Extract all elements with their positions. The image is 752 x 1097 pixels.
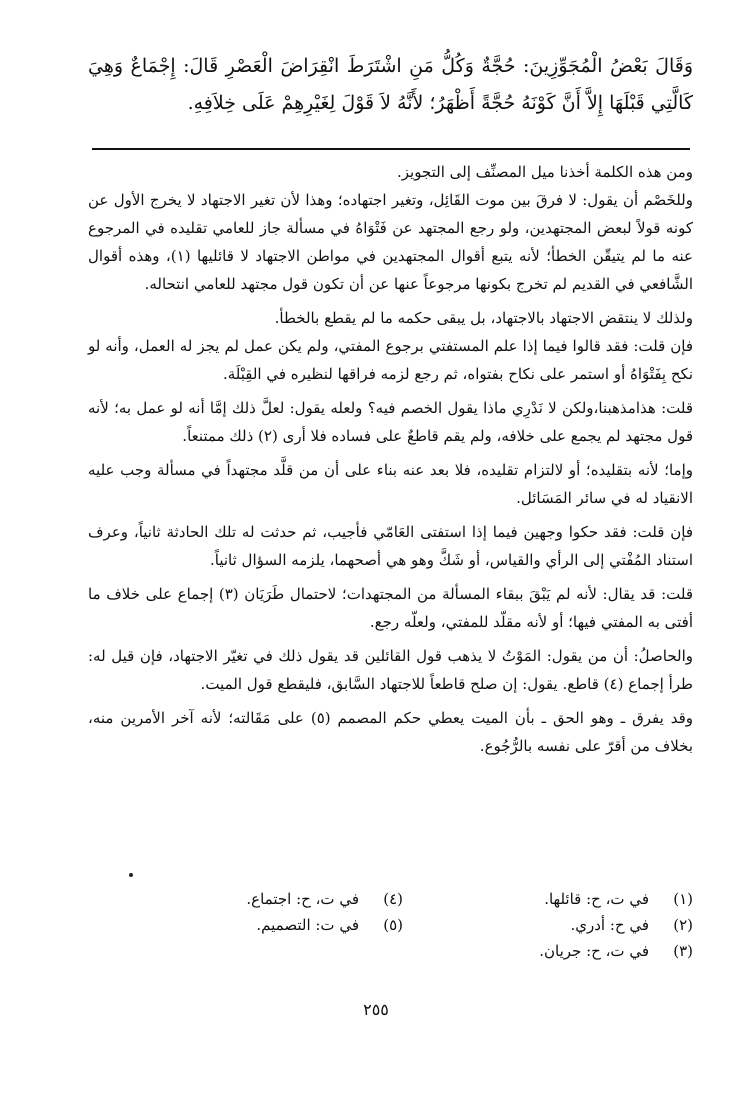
footnote <box>153 912 403 938</box>
paragraph: وقد يفرق ـ وهو الحق ـ بأن الميت يعطي حكم المصمم (٥) على مَقَالته؛ لأنه آخر الأمرين منه، بخلاف من أقرّ على نفسه بالرُّجُوع. <box>88 709 693 755</box>
footnote-number: (٣) <box>673 942 693 960</box>
footnote-text: في ت، ح: قائلها. <box>544 890 649 908</box>
footnote-text: في ح: أدري. <box>570 916 649 934</box>
paragraph: والحاصلُ: أن من يقول: المَوْتُ لا يذهب قول القائلين قد يقول ذلك في تغيّر الاجتهاد، فإن قيل له: طرأ إجماع (٤) قاطع. يقول: إن صلح قاطعاً للاجتهاد السَّابق، فليقطع قول الميت. <box>88 647 693 693</box>
footnote <box>443 912 693 938</box>
footnote-text: في ت: التصميم. <box>256 916 359 934</box>
paragraph: وإما؛ لأنه بتقليده؛ أو لالتزام تقليده، فلا بعد عنه بناء على أن من قلَّد مجتهداً في مسألة وجب عليه الانقياد له في سائر المَسَائل. <box>88 461 693 507</box>
paragraph: قلت: قد يقال: لأنه لم يَبْقَ ببقاء المسألة من المجتهدات؛ لاحتمال طَرَيَان (٣) إجماع على خلاف ما أفتى به المفتي فيها؛ أو لأنه مقلّد للمفتي، ولعلّه رجع. <box>88 585 693 631</box>
separator-rule <box>92 148 690 150</box>
paragraph: ولذلك لا ينتقض الاجتهاد بالاجتهاد، بل يبقى حكمه ما لم يقطع بالخطأ. <box>274 309 693 327</box>
footnote <box>443 938 693 964</box>
footnote-number: (١) <box>673 890 693 908</box>
paragraph: ومن هذه الكلمة أخذنا ميل المصنِّف إلى التجويز. <box>396 163 693 181</box>
stray-dot <box>129 873 133 877</box>
paragraph: وللخَصْم أن يقول: لا فرقَ بين موت القَائِل، وتغير اجتهاده؛ وهذا لأن تغير الاجتهاد لا يخرج الأول عن كونه قولاً لبعض المجتهدين، ولو رجع المجتهد عن فَتْوَاهُ في مسألة جاز للعامي تقليده في المرجوع عنه ما لم يتيقّن الخطأ؛ لأنه يتبع أقوال المجتهدين في مواطن الاجتهاد لا قائليها (١)، وهذه أقوال الشَّافعي في القديم لم تخرج بكونها مرجوعاً عنها عن أن تكون قول مجتهد للعامي انتحاله. <box>88 191 693 293</box>
paragraph: فإن قلت: فقد حكوا وجهين فيما إذا استفتى العَامّي فأجيب، ثم حدثت له تلك الحادثة ثانياً، وعرف استناد المُفْتي إلى الرأي والقياس، أو شَكَّ وهو هي أصحهما، يلزمه السؤال ثانياً. <box>88 523 693 569</box>
footnotes-right-column <box>443 886 693 964</box>
commentary-body <box>88 158 693 760</box>
footnote <box>153 886 403 912</box>
paragraph: قلت: هذامذهبنا،ولكن لا نَدْرِي ماذا يقول الخصم فيه؟ ولعله يقول: لعلَّ ذلك إمَّا أنه لو عمل به؛ لأنه قول مجتهد لم يجمع على خلافه، ولم يقم قاطعٌ على فساده فلا أرى (٢) ذلك ممتنعاً. <box>88 399 693 445</box>
paragraph: فإن قلت: فقد قالوا فيما إذا علم المستفتي برجوع المفتي، ولم يكن عمل لم يجز له العمل، وأنه لو نكح بِفَتْوَاهُ أو استمر على نكاح بفتواه، ثم رجع لزمه فراقها لنظيره في القِبْلَة. <box>88 337 693 383</box>
footnote-text: في ت، ح: اجتماع. <box>246 890 359 908</box>
footnote <box>443 886 693 912</box>
footnotes-left-column <box>153 886 403 938</box>
footnote-number: (٢) <box>673 916 693 934</box>
page-number: ٢٥٥ <box>363 1000 389 1019</box>
verse-text: وَقَالَ بَعْضُ الْمُجَوِّزِينَ: حُجَّةٌ وَكُلُّ مَنِ اشْتَرَطَ انْقِرَاضَ الْعَصْرِ قَالَ: إِجْمَاعٌ وَهِيَ كَالَّتِي قَبْلَهَا إِلاَّ أَنَّ كَوْنَهُ حُجَّةً أَظْهَرُ؛ لأَنَّهُ لاَ قَوْلَ لِغَيْرِهِمْ عَلَى خِلاَفِهِ. <box>88 55 693 114</box>
footnote-text: في ت، ح: جريان. <box>539 942 649 960</box>
footnote-number: (٥) <box>383 916 403 934</box>
footnote-number: (٤) <box>383 890 403 908</box>
